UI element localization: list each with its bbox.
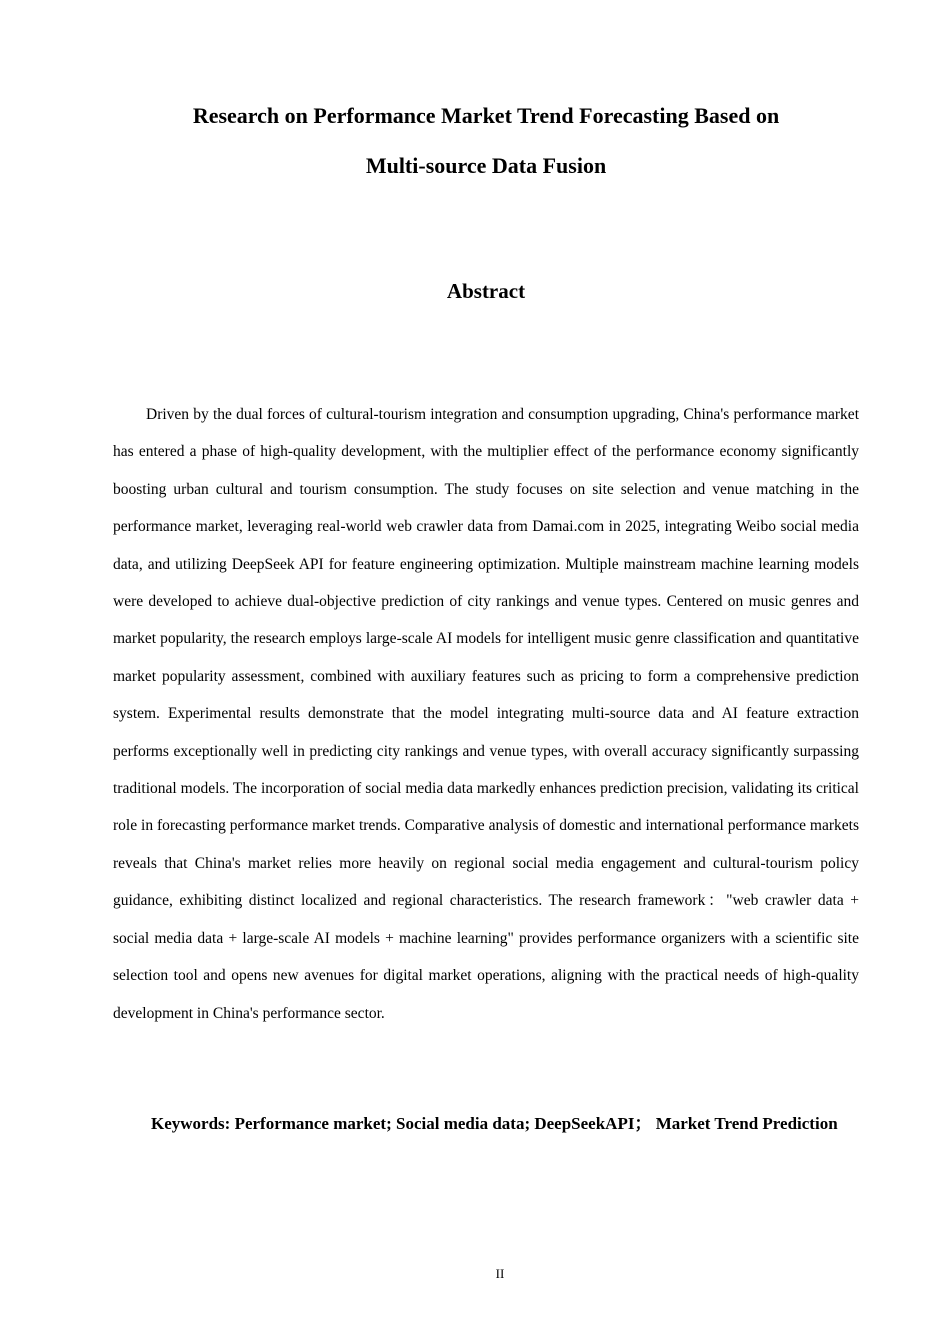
paper-title-line-1: Research on Performance Market Trend Forecasting Based on: [192, 103, 780, 128]
abstract-body: Driven by the dual forces of cultural-tourism integration and consumption upgrading, China's performance market has entered a phase of high-quality development, with the multiplier effect of the performance economy significantly boosting urban cultural and tourism consumption. The study focuses on site selection and venue matching in the performance market, leveraging real-world web crawler data from Damai.com in 2025, integrating Weibo social media data, and utilizing DeepSeek API for feature engineering optimization. Multiple mainstream machine learning models were developed to achieve dual-objective prediction of city rankings and venue types. Centered on music genres and market popularity, the research employs large-scale AI models for intelligent music genre classification and quantitative market popularity assessment, combined with auxiliary features such as pricing to form a comprehensive prediction system. Experimental results demonstrate that the model integrating multi-source data and AI feature extraction performs exceptionally well in predicting city rankings and venue types, with overall accuracy significantly surpassing traditional models. The incorporation of social media data markedly enhances prediction precision, validating its critical role in forecasting performance market trends. Comparative analysis of domestic and international performance markets reveals that China's market relies more heavily on regional social media engagement and cultural-tourism policy guidance, exhibiting distinct localized and regional characteristics. The research framework："web crawler data + social media data + large-scale AI models + machine learning" provides performance organizers with a scientific site selection tool and opens new avenues for digital market operations, aligning with the practical needs of high-quality development in China's performance sector.: [113, 406, 859, 1022]
keywords-text: Performance market; Social media data; DeepSeekAPI； Market Trend Prediction: [234, 1114, 838, 1133]
page-number: II: [495, 1266, 505, 1281]
keywords-label: Keywords:: [151, 1114, 231, 1133]
keywords-paragraph: [113, 1105, 859, 1142]
paper-title-line-2: Multi-source Data Fusion: [365, 153, 607, 178]
abstract-heading: Abstract: [446, 279, 526, 303]
